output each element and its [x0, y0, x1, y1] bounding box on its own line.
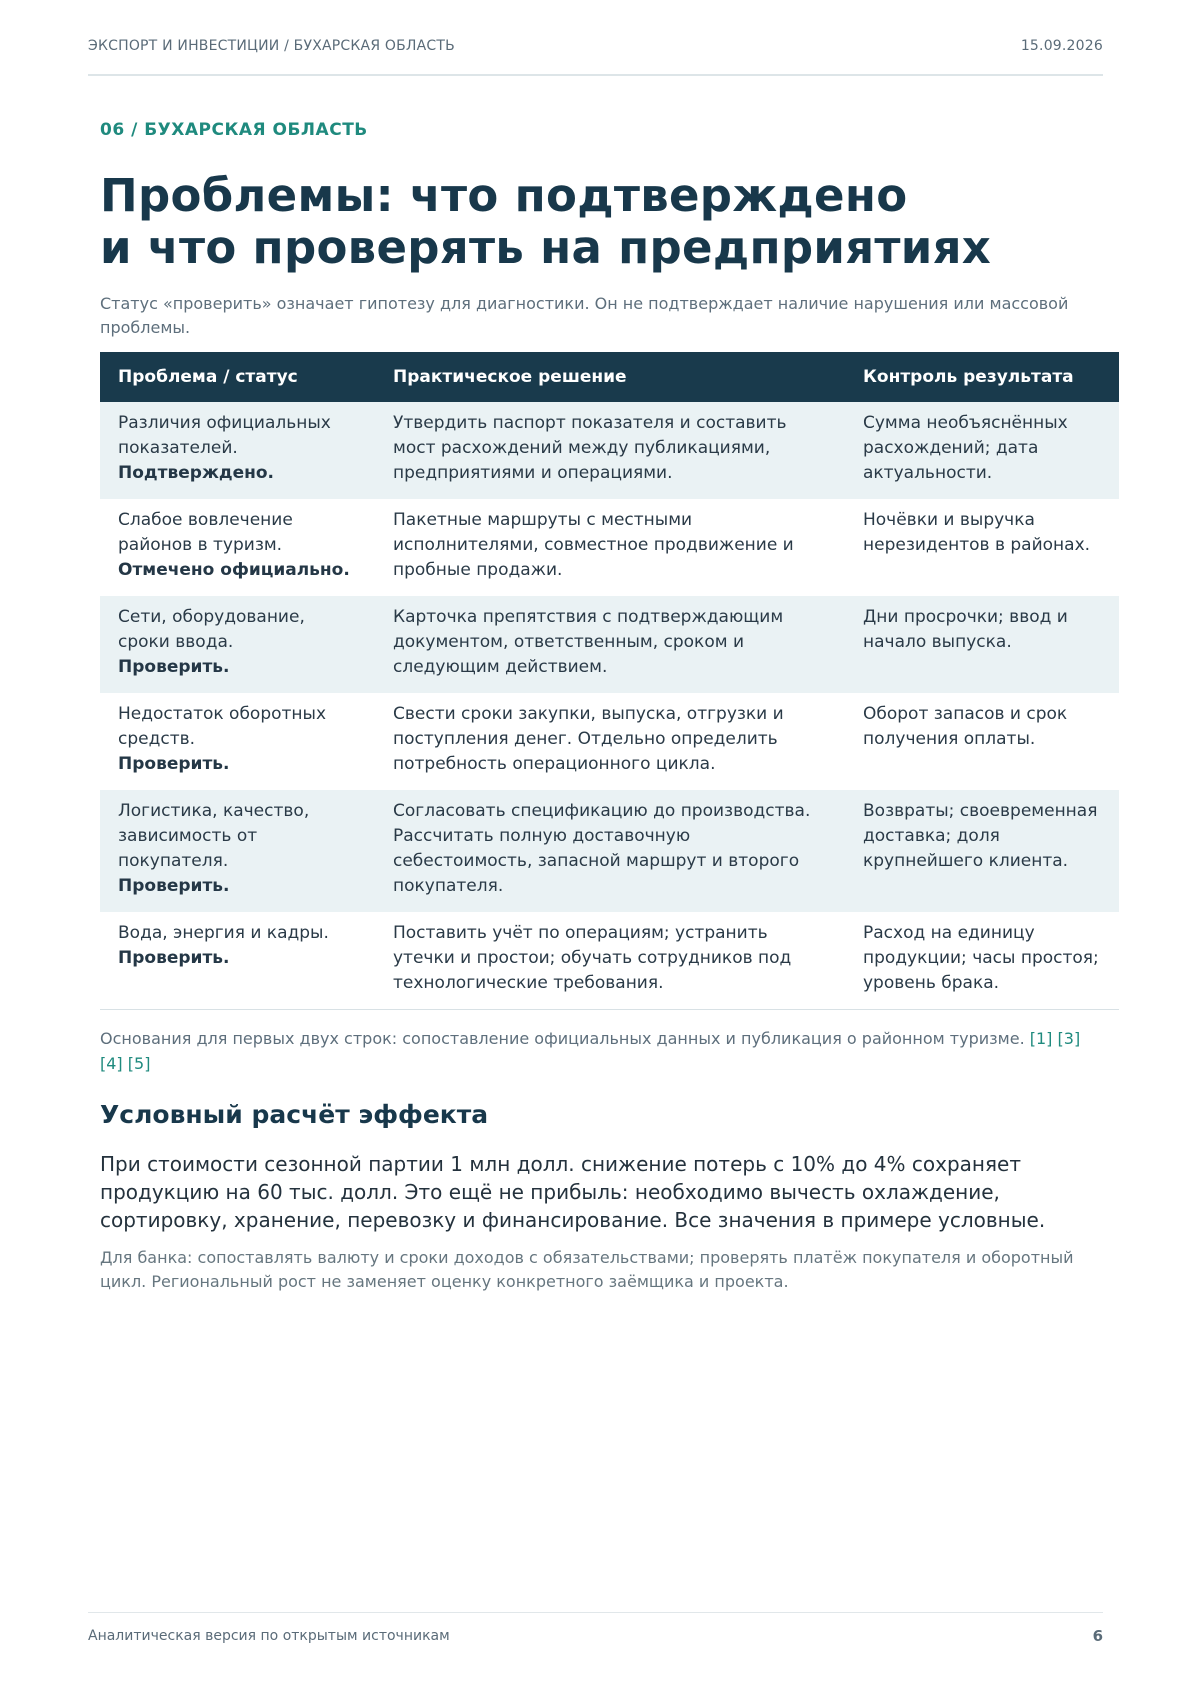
solution-cell: Утвердить паспорт показателя и составить мост расхождений между публикациями, предприятиями и операциями. — [375, 402, 845, 499]
control-cell: Расход на единицу продукции; часы простоя; уровень брака. — [845, 912, 1119, 1010]
control-cell: Сумма необъяснённых расхождений; дата актуальности. — [845, 402, 1119, 499]
page-header — [88, 38, 1103, 76]
problem-text: Вода, энергия и кадры. — [118, 923, 329, 943]
header-date: 15.09.2026 — [1020, 38, 1103, 54]
table-row — [100, 912, 1119, 1010]
control-cell: Оборот запасов и срок получения оплаты. — [863, 704, 1068, 749]
issues-table — [100, 352, 1119, 1010]
effect-calculation-text: При стоимости сезонной партии 1 млн долл. снижение потерь с 10% до 4% сохраняет продукцию на 60 тыс. долл. Это ещё не прибыль: необходимо вычесть охлаждение, сортировку, хранение, перевозку и финансирование. Все значения в примере условные. — [100, 1151, 1046, 1232]
table-row — [100, 693, 1119, 790]
problem-cell — [100, 912, 375, 1010]
problem-text: Различия официальных показателей. — [118, 413, 331, 458]
status-label: Проверить. — [118, 657, 230, 677]
page-number: 6 — [1092, 1627, 1103, 1645]
bank-note: Для банка: сопоставлять валюту и сроки доходов с обязательствами; проверять платёж покупателя и оборотный цикл. Региональный рост не заменяет оценку конкретного заёмщика и проекта. — [100, 1247, 1074, 1291]
solution-cell: Согласовать спецификацию до производства. Рассчитать полную доставочную себестоимость, запасной маршрут и второго покупателя. — [375, 790, 845, 912]
reference-link-1[interactable]: [1] — [1029, 1029, 1053, 1048]
table-row — [100, 596, 1119, 693]
problem-cell — [100, 499, 375, 596]
solution-cell: Свести сроки закупки, выпуска, отгрузки и поступления денег. Отдельно определить потребность операционного цикла. — [393, 704, 784, 774]
reference-link-4[interactable]: [4] — [100, 1054, 123, 1073]
control-cell: Ночёвки и выручка нерезидентов в районах. — [863, 510, 1091, 555]
problem-text: Логистика, качество, зависимость от покупателя. — [118, 801, 310, 871]
issues-table-header — [100, 352, 1119, 402]
section-eyebrow: 06 / БУХАРСКАЯ ОБЛАСТЬ — [100, 120, 368, 140]
status-label: Подтверждено. — [118, 463, 275, 483]
source-note — [100, 1026, 1100, 1076]
page-footer — [88, 1612, 1103, 1645]
status-label: Проверить. — [118, 948, 230, 968]
footer-source-label: Аналитическая версия по открытым источникам — [88, 1628, 450, 1644]
problem-text: Слабое вовлечение районов в туризм. — [118, 510, 293, 555]
problem-cell — [100, 402, 375, 499]
reference-link-5[interactable]: [5] — [127, 1054, 151, 1073]
column-header-control: Контроль результата — [845, 352, 1119, 402]
status-label: Проверить. — [118, 876, 230, 896]
reference-link-3[interactable]: [3] — [1057, 1029, 1081, 1048]
problem-text: Недостаток оборотных средств. — [118, 704, 327, 749]
table-row — [100, 499, 1119, 596]
source-note-text: Основания для первых двух строк: сопоставление официальных данных и публикация о районном туризме. — [100, 1029, 1025, 1048]
control-cell: Возвраты; своевременная доставка; доля крупнейшего клиента. — [845, 790, 1119, 912]
intro-text: Статус «проверить» означает гипотезу для диагностики. Он не подтверждает наличие нарушения или массовой проблемы. — [100, 294, 1069, 337]
table-row — [100, 790, 1119, 912]
status-label: Проверить. — [118, 754, 230, 774]
table-row — [100, 402, 1119, 499]
page-title — [100, 170, 1119, 274]
solution-cell: Карточка препятствия с подтверждающим документом, ответственным, сроком и следующим действием. — [375, 596, 845, 693]
status-label: Отмечено официально. — [118, 560, 350, 580]
problem-cell — [100, 596, 375, 693]
effect-section-title: Условный расчёт эффекта — [100, 1100, 489, 1129]
header-section-label: ЭКСПОРТ И ИНВЕСТИЦИИ / БУХАРСКАЯ ОБЛАСТЬ — [88, 38, 455, 54]
problem-text: Сети, оборудование, сроки ввода. — [118, 607, 305, 652]
column-header-solution: Практическое решение — [375, 352, 845, 402]
solution-cell: Поставить учёт по операциям; устранить утечки и простои; обучать сотрудников под технологические требования. — [375, 912, 845, 1010]
solution-cell: Пакетные маршруты с местными исполнителями, совместное продвижение и пробные продажи. — [393, 510, 794, 580]
problem-cell — [100, 693, 375, 790]
page-content — [100, 112, 1119, 1294]
control-cell: Дни просрочки; ввод и начало выпуска. — [845, 596, 1119, 693]
page-title-line-1: Проблемы: что подтверждено — [100, 169, 908, 222]
problem-cell — [100, 790, 375, 912]
column-header-problem: Проблема / статус — [100, 352, 375, 402]
page-title-line-2: и что проверять на предприятиях — [100, 221, 992, 274]
